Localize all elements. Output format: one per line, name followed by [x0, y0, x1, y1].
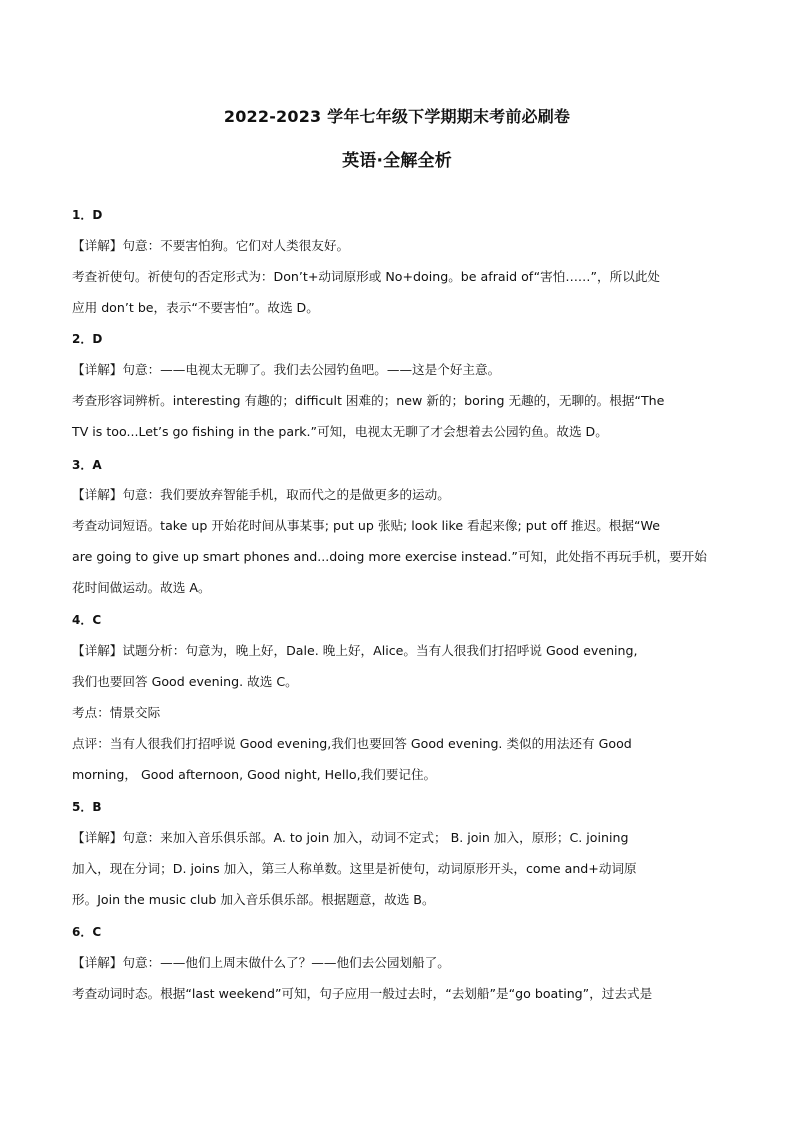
answer-number: 3．A	[72, 458, 102, 472]
answer-explanation: 形。Join the music club 加入音乐俱乐部。根据题意，故选 B。	[72, 892, 435, 907]
answer-number: 2．D	[72, 332, 103, 346]
answer-explanation: 考查祈使句。祈使句的否定形式为：Don’t+动词原形或 No+doing。be afraid of“害怕……”，所以此处	[72, 269, 661, 284]
answer-detail: 【详解】句意：来加入音乐俱乐部。A. to join 加入，动词不定式； B. join 加入，原形；C. joining	[72, 830, 629, 845]
answer-detail: 【详解】句意：——他们上周末做什么了？——他们去公园划船了。	[72, 955, 450, 970]
answer-explanation: 我们也要回答 Good evening. 故选 C。	[72, 674, 298, 689]
answer-detail: 【详解】试题分析：句意为，晚上好，Dale. 晚上好，Alice。当有人很我们打招呼说 Good evening,	[72, 643, 638, 658]
answer-detail: 【详解】句意：我们要放弃智能手机，取而代之的是做更多的运动。	[72, 487, 450, 502]
answer-explanation: are going to give up smart phones and...doing more exercise instead.”可知，此处指不再玩手机，要开始	[72, 549, 707, 564]
answer-explanation: 花时间做运动。故选 A。	[72, 580, 211, 595]
answer-number: 6．C	[72, 925, 102, 939]
answer-number: 5．B	[72, 800, 102, 814]
answer-explanation: morning， Good afternoon, Good night, Hello,我们要记住。	[72, 767, 437, 782]
answer-explanation: 应用 don’t be，表示“不要害怕”。故选 D。	[72, 300, 319, 315]
page-title: 2022-2023 学年七年级下学期期末考前必刷卷	[223, 107, 571, 126]
answer-explanation: 考点：情景交际	[72, 705, 161, 720]
answer-detail: 【详解】句意：——电视太无聊了。我们去公园钓鱼吧。——这是个好主意。	[72, 362, 501, 377]
answer-explanation: 考查动词时态。根据“last weekend”可知，句子应用一般过去时，“去划船”是“go boating”，过去式是	[72, 986, 653, 1001]
answer-explanation: TV is too...Let’s go fishing in the park.”可知，电视太无聊了才会想着去公园钓鱼。故选 D。	[72, 424, 608, 439]
answer-explanation: 加入，现在分词；D. joins 加入，第三人称单数。这里是祈使句，动词原形开头，come and+动词原	[72, 861, 637, 876]
answer-explanation: 考查形容词辨析。interesting 有趣的；difficult 困难的；new 新的；boring 无趣的，无聊的。根据“The	[72, 393, 665, 408]
answer-number: 1．D	[72, 208, 103, 222]
answer-explanation: 考查动词短语。take up 开始花时间从事某事; put up 张贴; look like 看起来像; put off 推迟。根据“We	[72, 518, 660, 533]
page-subtitle: 英语·全解全析	[342, 151, 452, 171]
answer-number: 4．C	[72, 613, 102, 627]
answer-explanation: 点评：当有人很我们打招呼说 Good evening,我们也要回答 Good evening. 类似的用法还有 Good	[72, 736, 632, 751]
answer-detail: 【详解】句意：不要害怕狗。它们对人类很友好。	[72, 238, 350, 253]
